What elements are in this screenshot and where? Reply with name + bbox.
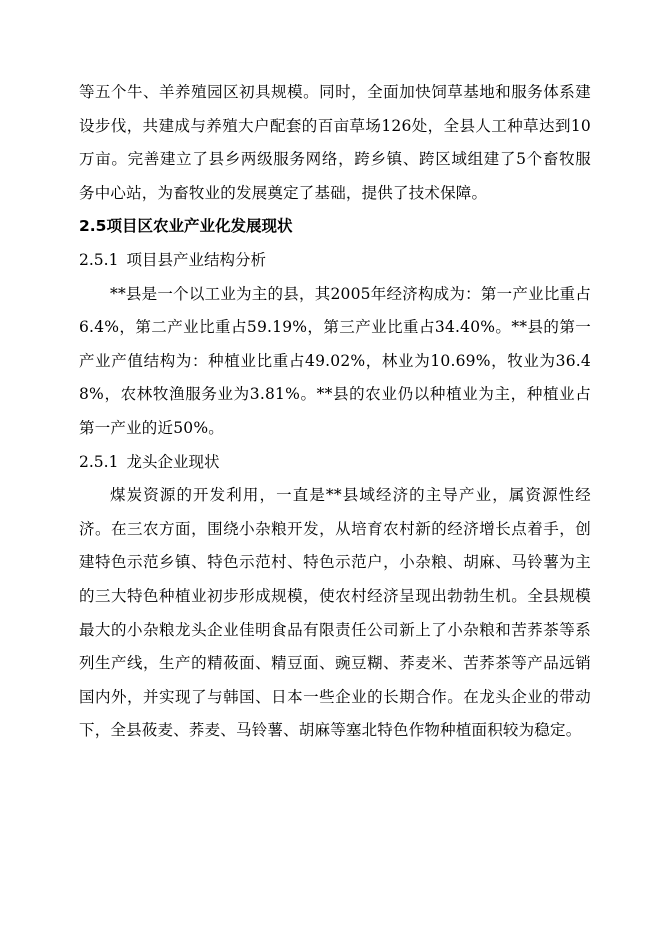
leading-enterprises-paragraph: 煤炭资源的开发利用，一直是**县域经济的主导产业，属资源性经济。在三农方面，围绕小杂粮开发，从培育农村新的经济增长点着手，创建特色示范乡镇、特色示范村、特色示范户，小杂粮、胡麻、马铃薯为主的三大特色种植业初步形成规模，使农村经济呈现出勃勃生机。全县规模最大的小杂粮龙头企业佳明食品有限责任公司新上了小杂粮和苦荞茶等系列生产线，生产的精莜面、精豆面、豌豆糊、荞麦米、苦荞茶等产品远销国内外，并实现了与韩国、日本一些企业的长期合作。在龙头企业的带动下，全县莜麦、荞麦、马铃薯、胡麻等塞北特色作物种植面积较为稳定。	[79, 486, 591, 740]
subsection-title: 项目县产业结构分析	[126, 250, 266, 269]
section-heading: 2.5项目区农业产业化发展现状	[79, 217, 293, 236]
subsection-heading-industry-structure	[79, 244, 591, 278]
subsection-number: 2.5.1	[79, 452, 119, 471]
subsection-number: 2.5.1	[79, 250, 119, 269]
industry-structure-paragraph: **县是一个以工业为主的县，其2005年经济构成为：第一产业比重占6.4%，第二产业比重占59.19%，第三产业比重占34.40%。**县的第一产业产值结构为：种植业比重占49.02%，林业为10.69%，牧业为36.48%，农林牧渔服务业为3.81%。**县的农业仍以种植业为主，种植业占第一产业的近50%。	[79, 284, 591, 437]
document-body	[79, 76, 591, 748]
subsection-title: 龙头企业现状	[126, 452, 220, 471]
subsection-heading-leading-enterprises	[79, 446, 591, 480]
intro-paragraph: 等五个牛、羊养殖园区初具规模。同时，全面加快饲草基地和服务体系建设步伐，共建成与养殖大户配套的百亩草场126处，全县人工种草达到10万亩。完善建立了县乡两级服务网络，跨乡镇、跨区域组建了5个畜牧服务中心站，为畜牧业的发展奠定了基础，提供了技术保障。	[79, 83, 591, 202]
